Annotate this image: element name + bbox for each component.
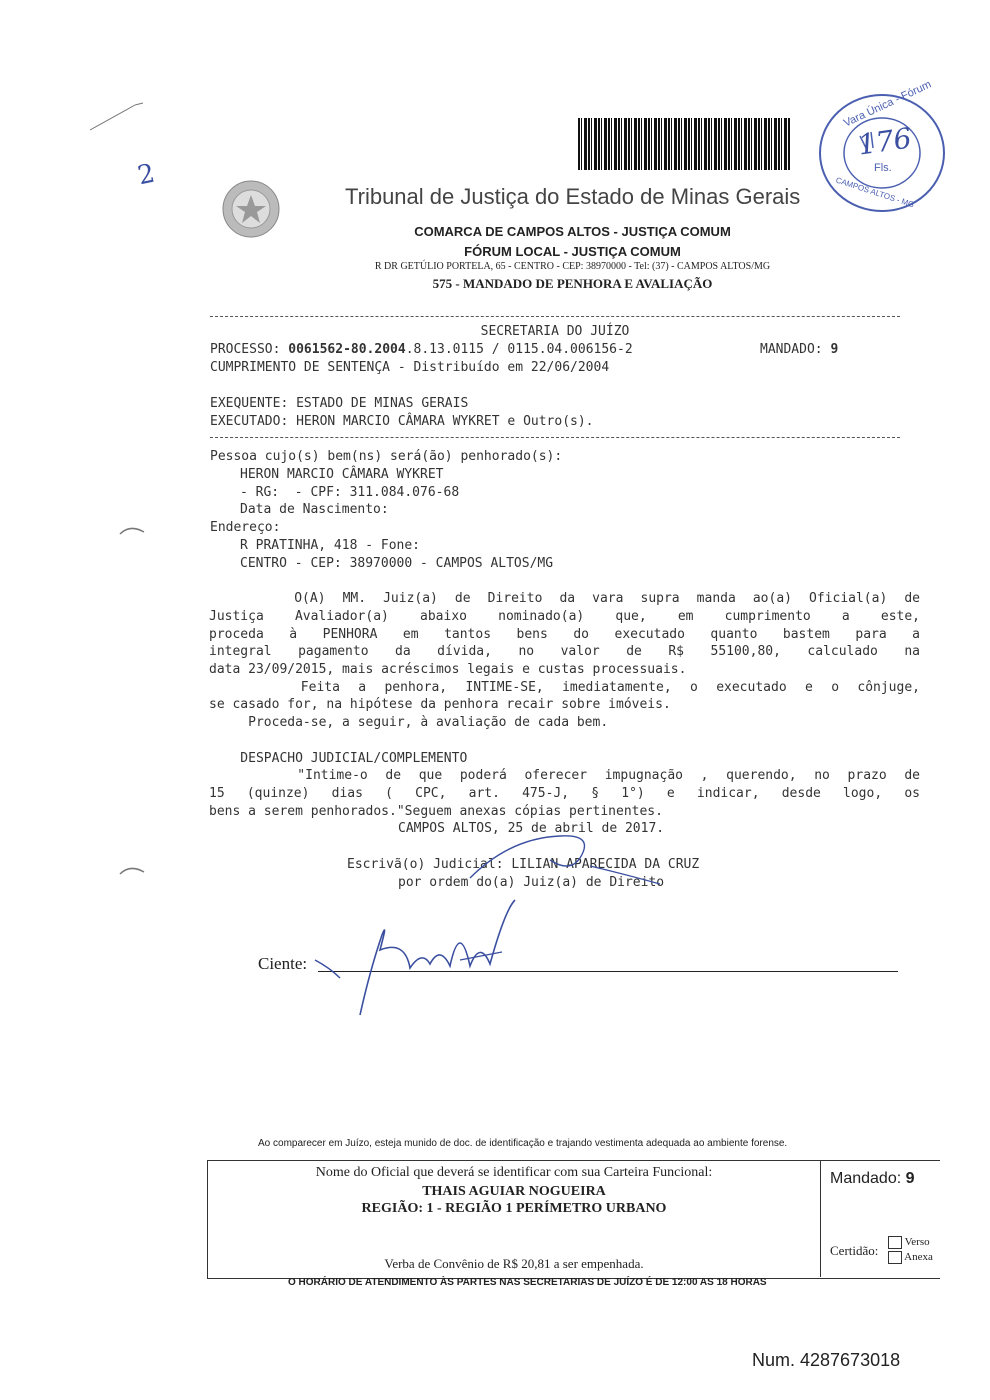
margin-tick bbox=[118, 520, 148, 540]
person-intro: Pessoa cujo(s) bem(ns) será(ão) penhorado(s): bbox=[210, 449, 563, 464]
exequente: EXEQUENTE: ESTADO DE MINAS GERAIS bbox=[210, 396, 469, 411]
processo-label: PROCESSO: bbox=[210, 342, 289, 357]
barcode bbox=[578, 118, 791, 170]
body-line: data 23/09/2015, mais acréscimos legais e custas processuais. bbox=[209, 662, 687, 677]
oficial-label: Nome do Oficial que deverá se identificar com sua Carteira Funcional: bbox=[315, 1165, 713, 1180]
processo-number: 0061562-80.2004 bbox=[288, 342, 406, 357]
date-line: CAMPOS ALTOS, 25 de abril de 2017. bbox=[398, 821, 665, 836]
signature bbox=[310, 880, 530, 1020]
escriva: Escrivã(o) Judicial: LILIAN APARECIDA DA CRUZ bbox=[347, 857, 700, 872]
footer-mandado-label: Mandado: bbox=[830, 1170, 902, 1187]
footer-mandado-number: 9 bbox=[905, 1170, 915, 1187]
verso-option bbox=[888, 1235, 933, 1250]
court-name: Tribunal de Justiça do Estado de Minas Gerais bbox=[345, 184, 801, 209]
footer-notice: Ao comparecer em Juízo, esteja munido de doc. de identificação e trajando vestimenta adequada ao ambiente forense. bbox=[258, 1138, 788, 1149]
oficial-regiao: REGIÃO: 1 - REGIÃO 1 PERÍMETRO URBANO bbox=[361, 1201, 667, 1216]
stamp-fls-label: Fls. bbox=[874, 162, 892, 174]
certidao-label: Certidão: bbox=[830, 1243, 879, 1258]
stamp-folio-number: 176 bbox=[855, 121, 914, 162]
despacho-line: 15 (quinze) dias ( CPC, art. 475-J, § 1°) e indicar, desde logo, os bbox=[209, 786, 920, 801]
stamp-bottom-text: CAMPOS ALTOS - MG bbox=[834, 175, 916, 210]
body-line: O(A) MM. Juiz(a) de Direito da vara supra manda ao(a) Oficial(a) de bbox=[209, 591, 920, 606]
body-line: Proceda-se, a seguir, à avaliação de cada bem. bbox=[209, 715, 609, 730]
mandado-label: MANDADO: bbox=[760, 342, 831, 357]
comarca: COMARCA DE CAMPOS ALTOS - JUSTIÇA COMUM bbox=[414, 224, 731, 239]
body-line: integral pagamento da dívida, no valor de R$ 55100,80, calculado na bbox=[209, 644, 920, 659]
divider bbox=[210, 316, 900, 317]
processo-line bbox=[210, 342, 633, 357]
body-line: Justiça Avaliador(a) abaixo nominado(a) que, em cumprimento a este, bbox=[209, 609, 920, 624]
footer-mandado bbox=[830, 1170, 915, 1188]
despacho-line: bens a serem penhorados."Seguem anexas cópias pertinentes. bbox=[209, 804, 663, 819]
stamp-top-text: Vara Única - Fórum bbox=[841, 78, 934, 130]
por-ordem: por ordem do(a) Juiz(a) de Direito bbox=[398, 875, 665, 890]
person-city: CENTRO - CEP: 38970000 - CAMPOS ALTOS/MG bbox=[240, 556, 554, 571]
verba: Verba de Convênio de R$ 20,81 a ser empenhada. bbox=[384, 1256, 644, 1271]
coat-of-arms-icon bbox=[220, 178, 282, 240]
body-line: Feita a penhora, INTIME-SE, imediatamente, o executado e o cônjuge, bbox=[209, 680, 920, 695]
page-number: Num. 4287673018 bbox=[752, 1350, 901, 1370]
horario-notice: O HORÁRIO DE ATENDIMENTO ÀS PARTES NAS SECRETARIAS DE JUÍZO É DE 12:00 AS 18 HORAS bbox=[288, 1277, 767, 1288]
officer-box-divider bbox=[820, 1160, 821, 1277]
body-line: se casado for, na hipótese da penhora recair sobre imóveis. bbox=[209, 697, 671, 712]
anexa-checkbox[interactable] bbox=[888, 1251, 902, 1264]
margin-tick bbox=[118, 860, 148, 880]
document-title: 575 - MANDADO DE PENHORA E AVALIAÇÃO bbox=[432, 276, 713, 291]
verso-label: Verso bbox=[904, 1236, 930, 1248]
oficial-name: THAIS AGUIAR NOGUEIRA bbox=[422, 1184, 606, 1199]
mandado-line bbox=[760, 342, 838, 357]
person-ids: - RG: - CPF: 311.084.076-68 bbox=[240, 485, 460, 500]
anexa-label: Anexa bbox=[904, 1251, 933, 1263]
person-street: R PRATINHA, 418 - Fone: bbox=[240, 538, 421, 553]
divider bbox=[210, 437, 900, 438]
mandado-number: 9 bbox=[830, 342, 839, 357]
processo-suffix: .8.13.0115 / 0115.04.006156-2 bbox=[405, 342, 633, 357]
despacho-line: "Intime-o de que poderá oferecer impugnação , querendo, no prazo de bbox=[209, 768, 920, 783]
secretaria: SECRETARIA DO JUÍZO bbox=[480, 324, 630, 339]
verso-checkbox[interactable] bbox=[888, 1236, 902, 1249]
margin-scribble bbox=[80, 90, 190, 200]
court-address: R DR GETÚLIO PORTELA, 65 - CENTRO - CEP: 38970000 - Tel: (37) - CAMPOS ALTOS/MG bbox=[374, 261, 771, 272]
cumprimento: CUMPRIMENTO DE SENTENÇA - Distribuído em 22/06/2004 bbox=[210, 360, 610, 375]
certidao-options bbox=[888, 1235, 933, 1265]
address-label: Endereço: bbox=[210, 520, 281, 535]
executado: EXECUTADO: HERON MARCIO CÂMARA WYKRET e Outro(s). bbox=[210, 414, 594, 429]
forum: FÓRUM LOCAL - JUSTIÇA COMUM bbox=[464, 244, 681, 259]
anexa-option bbox=[888, 1250, 933, 1265]
despacho-title: DESPACHO JUDICIAL/COMPLEMENTO bbox=[209, 751, 468, 766]
person-name: HERON MARCIO CÂMARA WYKRET bbox=[240, 467, 444, 482]
body-line: proceda à PENHORA em tantos bens do executado quanto bastem para a bbox=[209, 627, 920, 642]
person-birth: Data de Nascimento: bbox=[240, 502, 389, 517]
margin-handwritten-mark: 2 bbox=[135, 158, 158, 192]
ciente-label: Ciente: bbox=[258, 954, 308, 973]
